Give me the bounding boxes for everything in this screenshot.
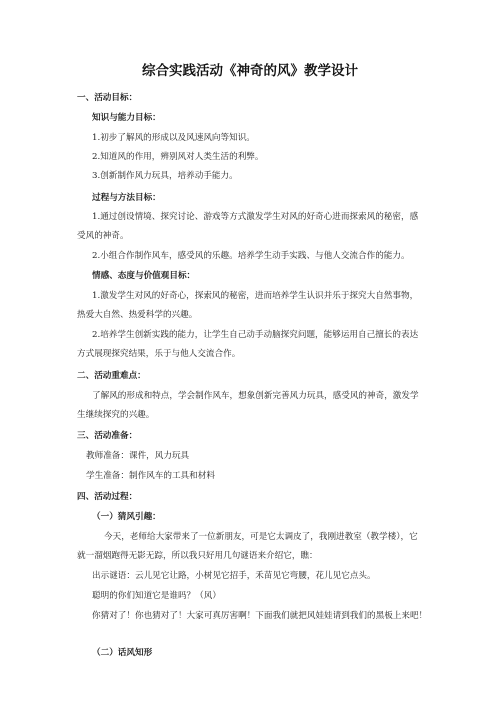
teacher-preparation: 教师准备：课件，风力玩具 xyxy=(86,451,190,461)
process-goals-heading: 过程与方法目标： xyxy=(92,193,161,203)
emotion-goal-2-line-2: 方式展现探究结果，乐于与他人交流合作。 xyxy=(77,349,241,359)
process-goal-2: 2.小组合作制作风车，感受风的乐趣。培养学生动手实践、与他人交流合作的能力。 xyxy=(92,251,410,261)
riddle-question: 聪明的你们知道它是谁吗？（风） xyxy=(92,591,221,601)
knowledge-goal-2: 2.知道风的作用，辨别风对人类生活的利弊。 xyxy=(92,152,264,162)
key-points-line-2: 生继续探究的兴趣。 xyxy=(77,410,155,420)
subsection-1-heading: （一）猜风引趣： xyxy=(92,512,161,522)
riddle-text: 出示谜语：云儿见它让路，小树见它招手，禾苗见它弯腰，花儿见它点头。 xyxy=(92,571,376,581)
emotion-goals-heading: 情感、态度与价值观目标： xyxy=(92,271,196,281)
emotion-goal-1-line-1: 1.激发学生对风的好奇心，探索风的秘密，进而培养学生认识并乐于探究大自然事物， xyxy=(92,291,419,301)
praise-text: 你猜对了！你也猜对了！大家可真厉害啊！下面我们就把风娃娃请到我们的黑板上来吧！ xyxy=(92,611,428,621)
section-1-heading: 一、活动目标： xyxy=(77,93,138,103)
knowledge-goals-heading: 知识与能力目标： xyxy=(92,113,161,123)
section-4-heading: 四、活动过程： xyxy=(77,492,138,502)
emotion-goal-2-line-1: 2.培养学生创新实践的能力，让学生自己动手动脑探究问题，能够运用自己擅长的表达 xyxy=(92,330,419,340)
knowledge-goal-1: 1.初步了解风的形成以及风速风向等知识。 xyxy=(92,133,255,143)
document-title: 综合实践活动《神奇的风》教学设计 xyxy=(142,63,358,79)
process-goal-1-line-1: 1.通过创设情境、探究讨论、游戏等方式激发学生对风的好奇心进而探索风的秘密，感 xyxy=(92,212,419,222)
section-2-heading: 二、活动重难点： xyxy=(77,371,146,381)
section-3-heading: 三、活动准备： xyxy=(77,431,138,441)
intro-paragraph-line-1: 今天，老师给大家带来了一位新朋友，可是它太调皮了，我刚进教室（教学楼），它 xyxy=(104,532,418,542)
intro-paragraph-line-2: 就一溜烟跑得无影无踪，所以我只好用几句谜语来介绍它，瞧： xyxy=(77,551,318,561)
subsection-2-heading: （二）话风知形 xyxy=(92,648,153,658)
process-goal-1-line-2: 受风的神奇。 xyxy=(77,231,129,241)
emotion-goal-1-line-2: 热爱大自然、热爱科学的兴趣。 xyxy=(77,310,198,320)
key-points-line-1: 了解风的形成和特点，学会制作风车，想象创新完善风力玩具，感受风的神奇，激发学 xyxy=(92,391,419,401)
knowledge-goal-3: 3.创新制作风力玩具，培养动手能力。 xyxy=(92,171,238,181)
student-preparation: 学生准备：制作风车的工具和材料 xyxy=(86,471,215,481)
